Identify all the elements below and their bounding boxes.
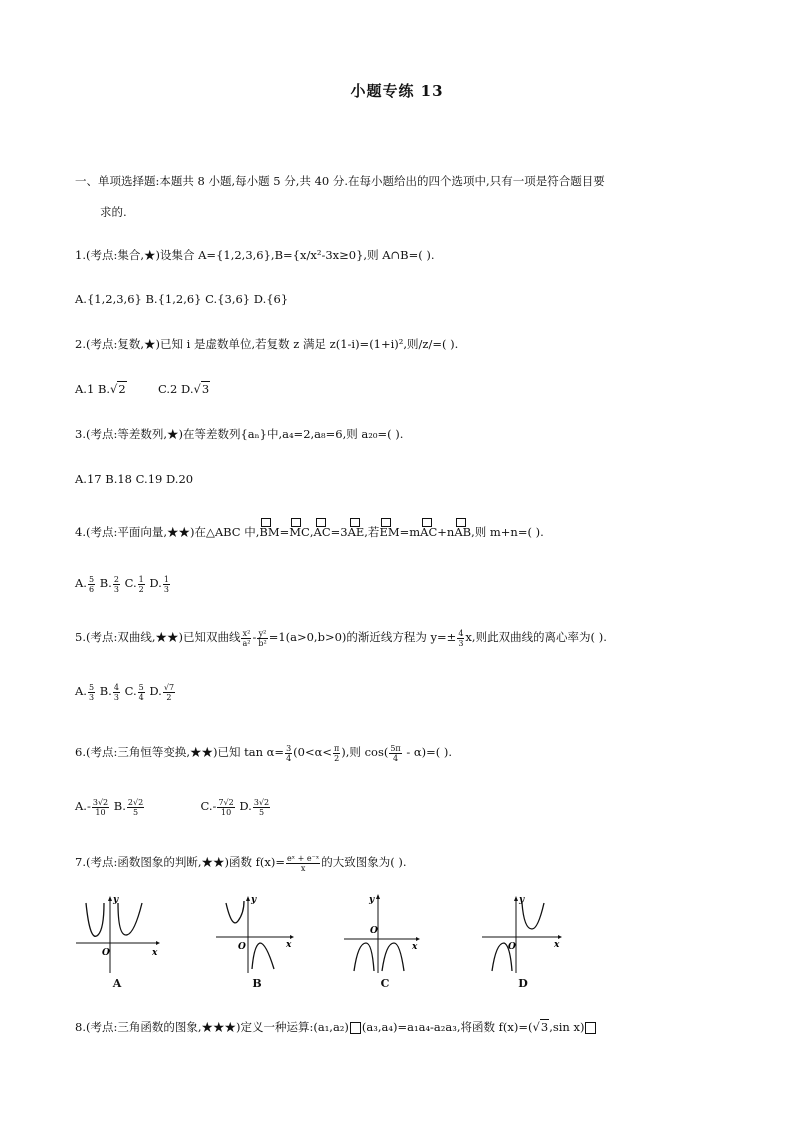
question-4-options xyxy=(75,574,171,594)
stem-text: 7.(考点:函数图象的判断,★★)函数 f(x)= xyxy=(75,855,285,869)
stem-text: 4.(考点:平面向量,★★)在△ABC 中, xyxy=(75,525,260,539)
x-axis-label: x xyxy=(554,940,560,950)
question-7-stem xyxy=(75,853,407,873)
vector: AE xyxy=(347,525,365,539)
option-d: D. xyxy=(181,382,194,396)
stem-text: ,sin x) xyxy=(549,1020,585,1034)
vector: AB xyxy=(454,525,472,539)
section-heading: 一、单项选择题:本题共 8 小题,每小题 5 分,共 40 分.在每小题给出的四个选项中,只有一项是符合题目要 xyxy=(75,174,605,188)
option-b: B. xyxy=(113,799,126,813)
fraction: $\frac{3√2}{5}$ xyxy=(253,797,270,817)
question-1-stem: 1.(考点:集合,★)设集合 A={1,2,3,6},B={x/x²-3x≥0},则 A∩B=( ). xyxy=(75,248,435,262)
option-c: C.2 xyxy=(158,382,178,396)
y-axis-label: y xyxy=(519,895,525,905)
fraction: $\frac{4}{3}$ xyxy=(113,682,119,702)
option-d: D. xyxy=(149,684,162,698)
operator-box-icon xyxy=(350,1022,361,1034)
vector: EM xyxy=(379,525,400,539)
stem-text: = xyxy=(279,525,290,539)
fraction: $\frac{\text{x²}}{\text{a²}}$ xyxy=(242,628,251,648)
fraction: $\frac{3√2}{10}$ xyxy=(92,797,109,817)
fraction: $\frac{5}{3}$ xyxy=(88,682,95,702)
operator-box-icon xyxy=(585,1022,596,1034)
fraction: $\frac{3}{4}$ xyxy=(286,743,292,763)
stem-text: ),则 cos( xyxy=(341,745,389,759)
x-axis-label: x xyxy=(152,948,158,958)
graph-option-d[interactable] xyxy=(478,893,568,993)
question-8-stem: 8.(考点:三角函数的图象,★★★)定义一种运算:(a₁,a₂) (a₃,a₄)=a₁a₄-a₂a₃,将函数 f(x)=(√3,sin x) xyxy=(75,1018,597,1036)
option-a: A. xyxy=(75,576,87,590)
option-d: D. xyxy=(239,799,252,813)
stem-text: , xyxy=(309,525,314,539)
question-3-stem: 3.(考点:等差数列,★)在等差数列{aₙ}中,a₄=2,a₈=6,则 a₂₀=( ). xyxy=(75,427,404,441)
section-heading-cont: 求的. xyxy=(100,205,127,219)
graph-a-plot xyxy=(72,893,162,973)
stem-text: 8.(考点:三角函数的图象,★★★)定义一种运算:(a₁,a₂) xyxy=(75,1020,349,1034)
stem-text: 6.(考点:三角恒等变换,★★)已知 tan α= xyxy=(75,745,285,759)
fraction: $\frac{4}{3}$ xyxy=(458,628,464,648)
fraction: $\frac{\text{y²}}{\text{b²}}$ xyxy=(258,628,267,648)
graph-c-plot xyxy=(340,893,430,973)
stem-text: x,则此双曲线的离心率为( ). xyxy=(465,630,607,644)
fraction: $\frac{1}{3}$ xyxy=(163,574,169,594)
question-3-options: A.17 B.18 C.19 D.20 xyxy=(75,472,194,486)
stem-text: ,则 m+n=( ). xyxy=(471,525,544,539)
page-title: 小题专练 13 xyxy=(350,82,444,100)
question-1-options: A.{1,2,3,6} B.{1,2,6} C.{3,6} D.{6} xyxy=(75,292,289,306)
option-b: B. xyxy=(99,576,112,590)
stem-text: (0<α< xyxy=(293,745,333,759)
fraction: $\frac{\pi}{2}$ xyxy=(334,743,340,763)
graph-option-b[interactable] xyxy=(212,893,302,993)
question-5-stem xyxy=(75,628,607,648)
option-c: C.- xyxy=(200,799,217,813)
stem-text: 的大致图象为( ). xyxy=(321,855,407,869)
fraction: $\frac{2}{3}$ xyxy=(113,574,119,594)
vector: AC xyxy=(420,525,438,539)
x-axis-label: x xyxy=(412,942,418,952)
graph-label: D xyxy=(518,977,528,990)
graph-b-plot xyxy=(212,893,302,973)
y-axis-label: y xyxy=(251,895,257,905)
stem-text: =1(a>0,b>0)的渐近线方程为 y=± xyxy=(268,630,457,644)
stem-text: =m xyxy=(399,525,421,539)
graph-option-c[interactable] xyxy=(340,893,430,993)
fraction: $\frac{7√2}{10}$ xyxy=(218,797,234,817)
option-c: C. xyxy=(124,684,137,698)
stem-text: =3 xyxy=(330,525,348,539)
option-a: A. xyxy=(75,684,87,698)
fraction: $\frac{2√2}{5}$ xyxy=(127,797,144,817)
origin-label: O xyxy=(370,926,378,936)
y-axis-label: y xyxy=(369,895,375,905)
origin-label: O xyxy=(508,942,516,952)
option-d: D. xyxy=(149,576,162,590)
radicand: 2 xyxy=(118,382,126,396)
question-6-options xyxy=(75,797,271,817)
option-b: B. xyxy=(99,684,112,698)
fraction: $\frac{5}{6}$ xyxy=(88,574,95,594)
stem-text: ,若 xyxy=(364,525,380,539)
graph-option-a[interactable] xyxy=(72,893,162,993)
fraction: $\frac{5}{4}$ xyxy=(138,682,144,702)
fraction: $\frac{√7}{2}$ xyxy=(163,682,175,702)
fraction: $\frac{5\pi}{4}$ xyxy=(390,743,401,763)
stem-text: - xyxy=(252,630,257,644)
option-a: A.- xyxy=(75,799,91,813)
stem-text: - α)=( ). xyxy=(402,745,453,759)
graph-d-plot xyxy=(478,893,568,973)
stem-text: +n xyxy=(437,525,455,539)
option-b: B. xyxy=(97,382,111,396)
radicand: 3 xyxy=(201,382,210,396)
stem-text: 5.(考点:双曲线,★★)已知双曲线 xyxy=(75,630,241,644)
vector: BM xyxy=(259,525,280,539)
question-6-stem xyxy=(75,743,452,763)
y-axis-label: y xyxy=(113,895,119,905)
fraction: $\frac{\text{eˣ + e⁻ˣ}}{x}$ xyxy=(286,853,320,873)
option-c: C. xyxy=(124,576,137,590)
x-axis-label: x xyxy=(286,940,292,950)
graph-label: A xyxy=(112,977,122,990)
question-5-options xyxy=(75,682,176,702)
vector: MC xyxy=(289,525,310,539)
graph-label: B xyxy=(252,977,262,990)
vector: AC xyxy=(313,525,331,539)
question-2-stem: 2.(考点:复数,★)已知 i 是虚数单位,若复数 z 满足 z(1-i)=(1+i)²,则/z/=( ). xyxy=(75,337,459,351)
stem-text: (a₃,a₄)=a₁a₄-a₂a₃,将函数 f(x)=( xyxy=(361,1020,533,1034)
question-4-stem xyxy=(75,523,544,541)
origin-label: O xyxy=(102,948,110,958)
fraction: $\frac{1}{2}$ xyxy=(138,574,144,594)
origin-label: O xyxy=(238,942,246,952)
graph-label: C xyxy=(380,977,390,990)
option-a: A.1 xyxy=(75,382,95,396)
question-2-options: A.1 B.√2 C.2 D.√3 xyxy=(75,382,210,396)
radicand: 3 xyxy=(540,1020,549,1034)
